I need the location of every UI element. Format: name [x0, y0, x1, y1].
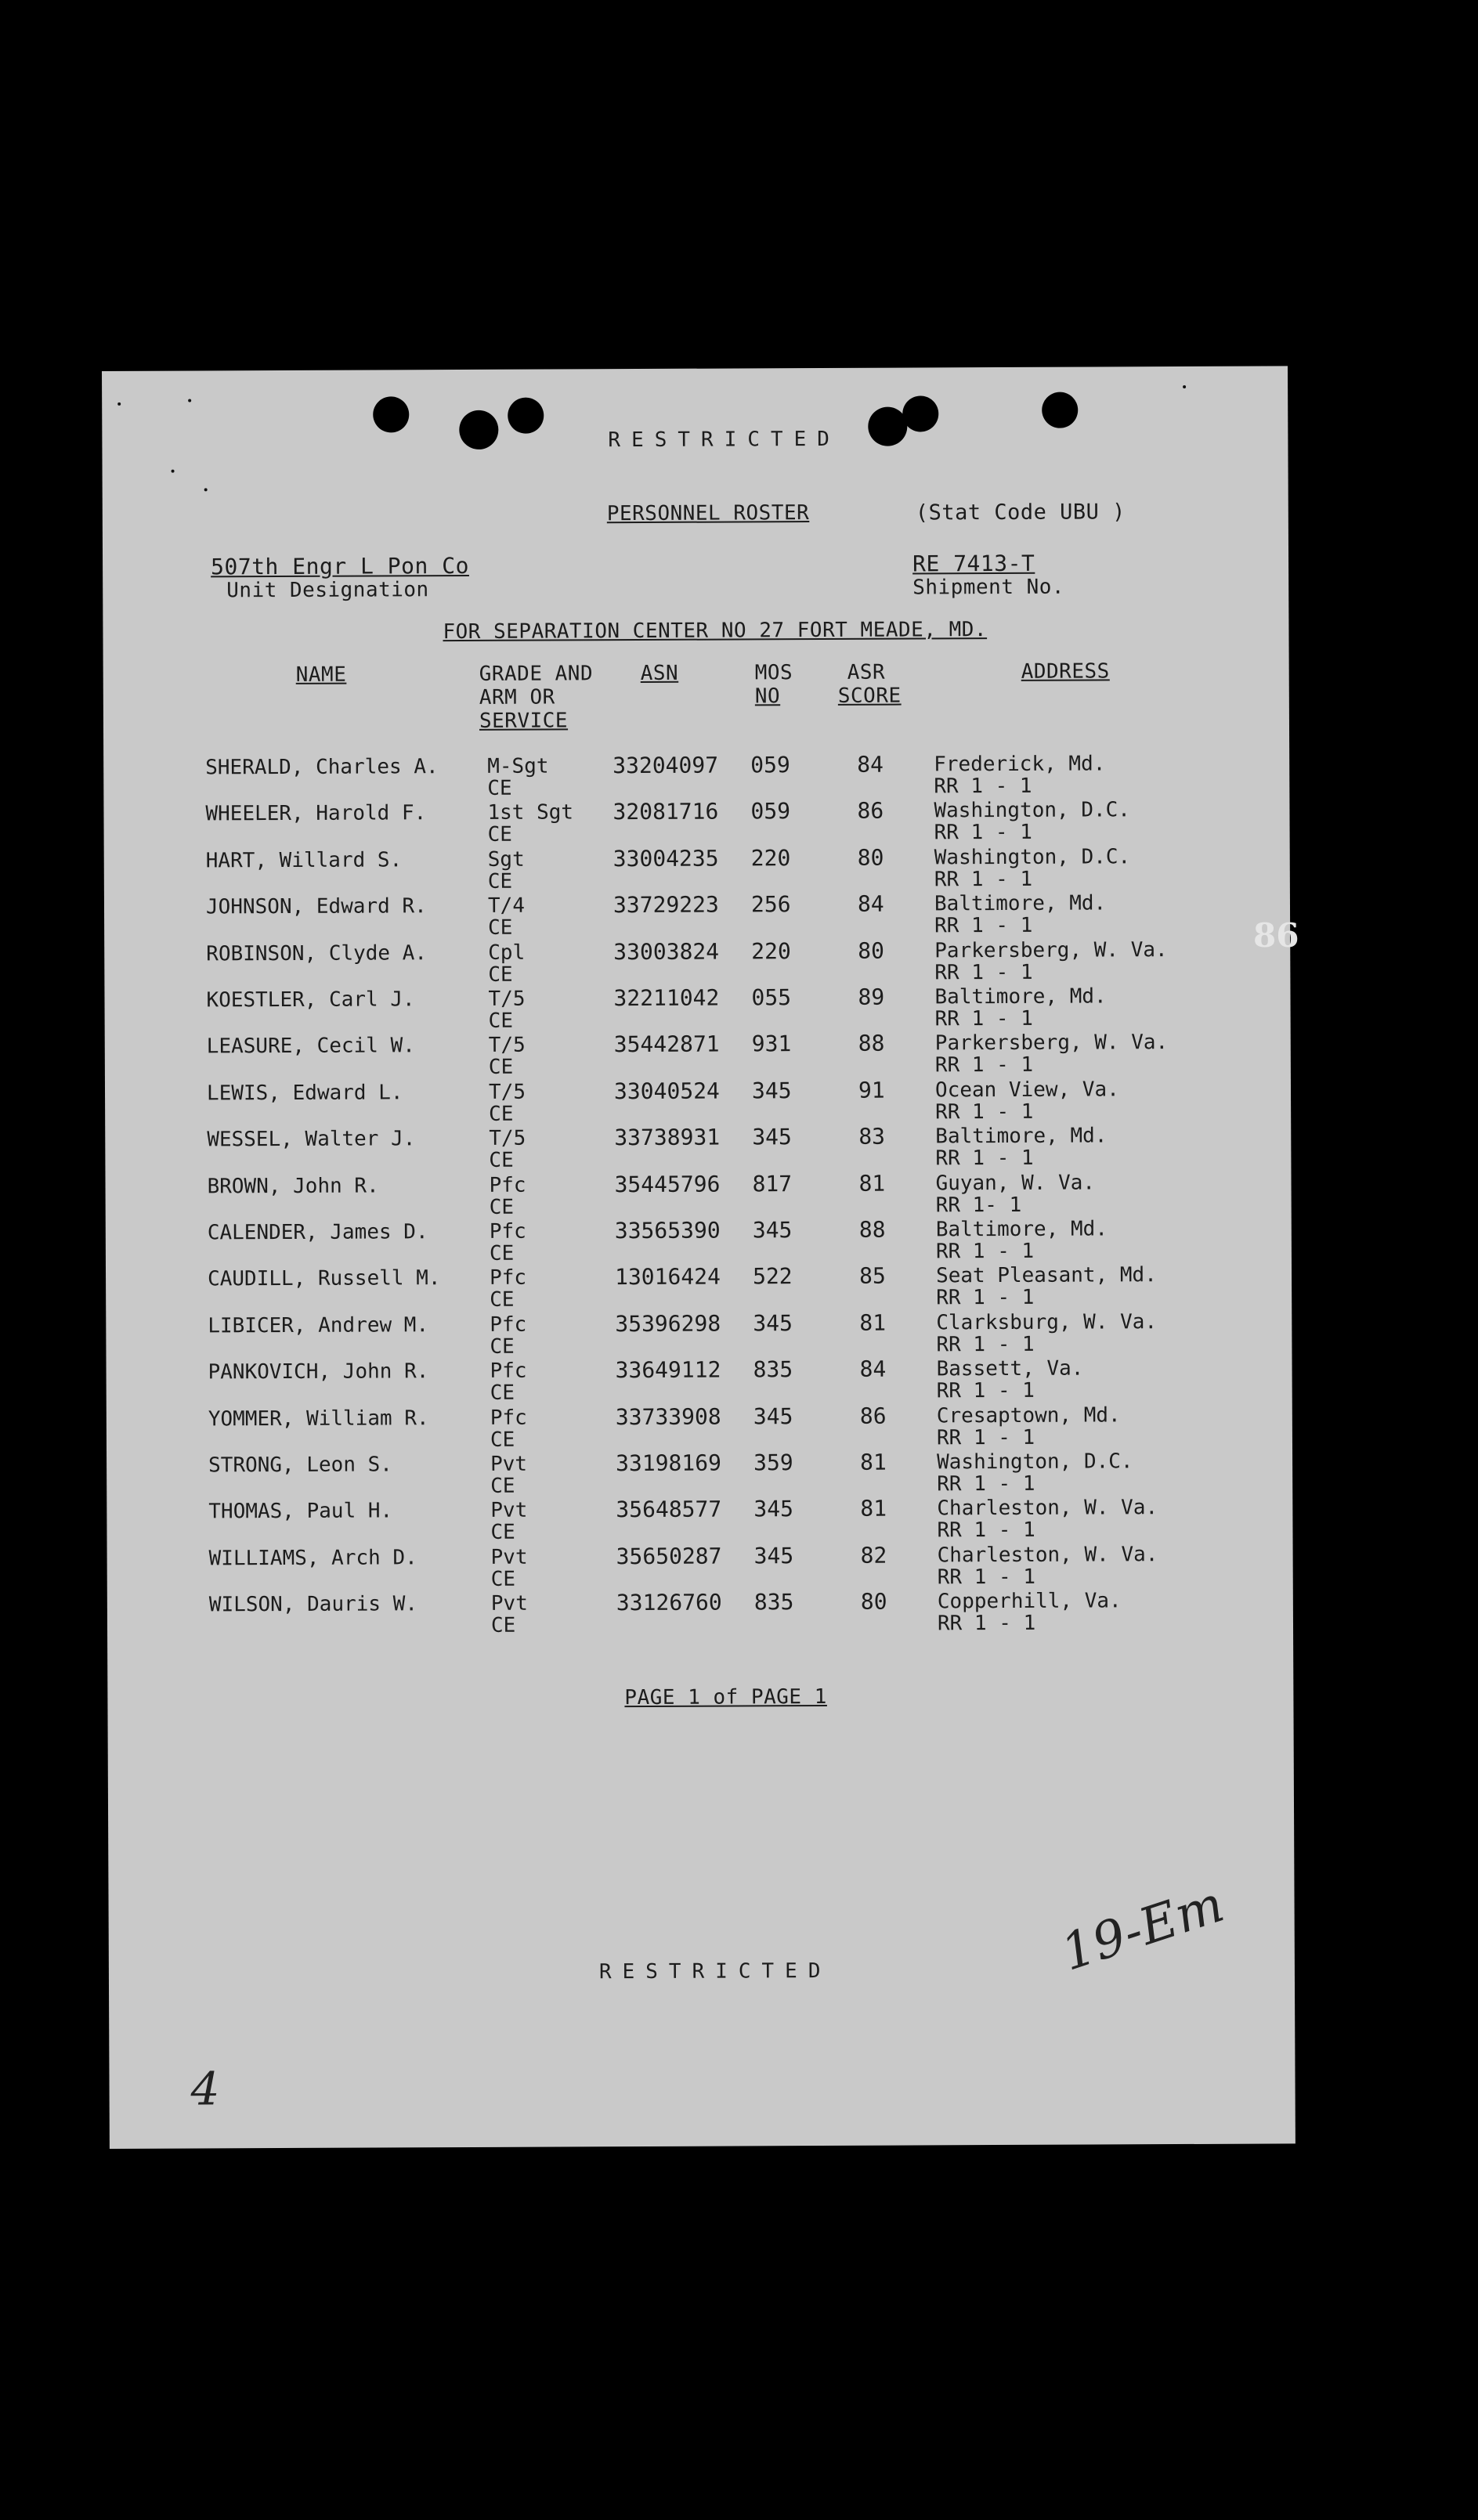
roster-name: YOMMER, William R. — [208, 1406, 429, 1431]
roster-score: 80 — [860, 1588, 887, 1615]
roster-rr: RR 1 - 1 — [934, 960, 1033, 984]
roster-name: STRONG, Leon S. — [208, 1453, 392, 1478]
roster-asn: 35648577 — [616, 1496, 722, 1523]
roster-asn: 35442871 — [613, 1031, 720, 1058]
stat-code: (Stat Code UBU ) — [915, 500, 1126, 525]
column-header-address: ADDRESS — [1021, 659, 1110, 684]
roster-asn: 33004235 — [613, 845, 719, 872]
roster-asn: 33126760 — [616, 1589, 722, 1616]
punch-hole — [868, 407, 907, 446]
roster-score: 91 — [858, 1077, 885, 1103]
roster-arm: CE — [490, 1613, 516, 1638]
roster-asn: 13016424 — [614, 1263, 721, 1291]
roster-score: 86 — [859, 1403, 887, 1429]
column-header-asr: ASR — [847, 660, 886, 684]
roster-address: Baltimore, Md. — [935, 1217, 1108, 1242]
roster-arm: CE — [488, 962, 513, 987]
roster-arm: CE — [488, 1056, 514, 1080]
roster-rr: RR 1 - 1 — [934, 914, 1033, 938]
roster-mos: 345 — [753, 1309, 793, 1337]
roster-address: Seat Pleasant, Md. — [935, 1263, 1157, 1288]
roster-rr: RR 1- 1 — [935, 1193, 1022, 1217]
roster-grade: Cpl — [488, 940, 526, 965]
roster-score: 86 — [857, 798, 884, 825]
roster-arm: CE — [489, 1241, 515, 1265]
column-header-grade: ARM OR — [479, 685, 555, 709]
roster-rr: RR 1 - 1 — [934, 1053, 1034, 1078]
roster-mos: 817 — [752, 1170, 793, 1197]
roster-asn: 33204097 — [613, 752, 719, 779]
roster-asn: 35396298 — [615, 1310, 721, 1337]
roster-rr: RR 1 - 1 — [935, 1146, 1034, 1171]
roster-name: CALENDER, James D. — [207, 1220, 428, 1245]
column-header-asr: SCORE — [837, 684, 902, 708]
roster-grade: M-Sgt — [487, 754, 549, 778]
roster-score: 88 — [858, 1216, 886, 1243]
column-header-mos: MOS — [754, 661, 793, 685]
roster-grade: T/5 — [488, 987, 526, 1011]
roster-grade: Pfc — [490, 1359, 527, 1384]
roster-grade: T/4 — [487, 894, 526, 919]
roster-rr: RR 1 - 1 — [936, 1425, 1035, 1450]
roster-asn: 33040524 — [613, 1078, 720, 1104]
roster-grade: Pvt — [490, 1452, 528, 1476]
roster-address: Cresaptown, Md. — [936, 1403, 1121, 1428]
roster-name: WILSON, Dauris W. — [208, 1592, 418, 1617]
roster-score: 83 — [858, 1123, 886, 1150]
roster-rr: RR 1 - 1 — [935, 1239, 1035, 1264]
roster-address: Washington, D.C. — [934, 845, 1131, 870]
roster-rr: RR 1 - 1 — [935, 1099, 1034, 1125]
roster-score: 80 — [857, 844, 884, 871]
roster-rr: RR 1 - 1 — [936, 1286, 1035, 1310]
roster-mos: 345 — [753, 1496, 793, 1522]
roster-name: THOMAS, Paul H. — [208, 1499, 393, 1524]
roster-rr: RR 1 - 1 — [937, 1612, 1036, 1636]
roster-grade: Pfc — [489, 1173, 526, 1197]
roster-grade: T/5 — [488, 1034, 526, 1058]
punch-hole — [459, 410, 498, 449]
roster-arm: CE — [490, 1474, 515, 1498]
roster-grade: Pfc — [490, 1312, 527, 1337]
speck — [117, 403, 121, 406]
roster-rr: RR 1 - 1 — [934, 1006, 1033, 1031]
roster-name: SHERALD, Charles A. — [205, 755, 439, 780]
roster-grade: Sgt — [487, 847, 525, 872]
roster-arm: CE — [489, 1102, 514, 1126]
roster-mos: 345 — [752, 1124, 792, 1150]
roster-address: Charleston, W. Va. — [937, 1496, 1158, 1521]
roster-asn: 33733908 — [615, 1403, 721, 1430]
roster-address: Bassett, Va. — [936, 1356, 1084, 1381]
roster-mos: 256 — [750, 891, 791, 918]
roster-name: LEWIS, Edward L. — [206, 1081, 403, 1106]
roster-rr: RR 1 - 1 — [937, 1518, 1035, 1543]
roster-name: ROBINSON, Clyde A. — [206, 940, 428, 966]
roster-mos: 055 — [751, 984, 792, 1011]
roster-arm: CE — [488, 1009, 514, 1033]
column-header-mos: NO — [754, 684, 781, 709]
shipment-number-label: Shipment No. — [912, 575, 1065, 600]
roster-asn: 35445796 — [614, 1171, 721, 1197]
roster-address: Charleston, W. Va. — [937, 1542, 1158, 1568]
roster-score: 81 — [858, 1170, 886, 1197]
roster-rr: RR 1 - 1 — [937, 1471, 1035, 1496]
roster-asn: 32211042 — [613, 984, 720, 1012]
roster-arm: CE — [490, 1567, 516, 1591]
roster-name: JOHNSON, Edward R. — [205, 894, 427, 919]
roster-arm: CE — [490, 1428, 515, 1452]
roster-score: 84 — [857, 751, 884, 778]
roster-mos: 345 — [753, 1542, 794, 1569]
roster-mos: 059 — [750, 752, 790, 778]
roster-grade: Pfc — [489, 1266, 527, 1291]
roster-asn: 33729223 — [613, 891, 719, 919]
speck — [172, 470, 175, 473]
roster-address: Washington, D.C. — [937, 1450, 1133, 1475]
roster-arm: CE — [487, 869, 513, 894]
roster-grade: T/5 — [489, 1126, 526, 1151]
roster-address: Copperhill, Va. — [937, 1589, 1122, 1614]
roster-name: BROWN, John R. — [207, 1174, 379, 1199]
roster-name: LIBICER, Andrew M. — [208, 1312, 429, 1338]
roster-name: HART, Willard S. — [205, 848, 403, 873]
unit-designation-label: Unit Designation — [226, 578, 429, 603]
roster-arm: CE — [487, 823, 512, 847]
roster-grade: Pfc — [490, 1406, 527, 1430]
roster-mos: 345 — [752, 1217, 793, 1244]
roster-arm: CE — [490, 1521, 515, 1545]
roster-grade: Pfc — [489, 1219, 526, 1244]
speck — [1183, 385, 1186, 388]
roster-mos: 522 — [752, 1263, 793, 1290]
column-header-name: NAME — [295, 662, 347, 687]
roster-name: KOESTLER, Carl J. — [206, 987, 415, 1013]
roster-grade: Pvt — [490, 1499, 528, 1523]
roster-address: Baltimore, Md. — [935, 1124, 1108, 1149]
column-header-grade: SERVICE — [479, 709, 569, 733]
speck — [204, 488, 208, 491]
roster-grade: Pvt — [490, 1591, 528, 1616]
roster-address: Parkersberg, W. Va. — [934, 937, 1168, 962]
roster-mos: 345 — [751, 1077, 792, 1104]
roster-mos: 220 — [750, 844, 791, 872]
roster-rr: RR 1 - 1 — [934, 774, 1032, 799]
roster-score: 82 — [860, 1542, 887, 1569]
page-indicator: PAGE 1 of PAGE 1 — [624, 1684, 827, 1710]
roster-arm: CE — [490, 1334, 515, 1359]
roster-address: Guyan, W. Va. — [935, 1171, 1096, 1195]
roster-arm: CE — [487, 776, 512, 800]
roster-grade: T/5 — [488, 1080, 526, 1104]
roster-title: PERSONNEL ROSTER — [606, 501, 810, 526]
roster-name: WHEELER, Harold F. — [205, 801, 427, 826]
handwritten-note: 19-Em — [1054, 1875, 1231, 1983]
roster-rr: RR 1 - 1 — [937, 1565, 1036, 1590]
roster-grade: 1st Sgt — [487, 800, 574, 825]
roster-asn: 32081716 — [613, 798, 719, 825]
column-header-grade: GRADE AND — [479, 662, 594, 686]
handwritten-page-number: 4 — [190, 2062, 221, 2116]
roster-mos: 835 — [753, 1589, 794, 1616]
roster-score: 88 — [858, 1031, 885, 1057]
punch-hole — [373, 396, 409, 432]
roster-rr: RR 1 - 1 — [934, 821, 1032, 845]
roster-mos: 931 — [751, 1031, 792, 1057]
roster-score: 89 — [858, 984, 885, 1010]
restricted-top: RESTRICTED — [608, 427, 841, 453]
roster-arm: CE — [488, 915, 513, 940]
roster-mos: 059 — [750, 798, 791, 825]
column-header-asn: ASN — [640, 661, 679, 686]
roster-address: Washington, D.C. — [934, 798, 1130, 823]
roster-address: Baltimore, Md. — [934, 891, 1107, 916]
roster-grade: Pvt — [490, 1545, 528, 1569]
roster-page — [102, 366, 1296, 2149]
roster-mos: 359 — [753, 1450, 793, 1476]
roster-rr: RR 1 - 1 — [936, 1379, 1035, 1403]
roster-arm: CE — [490, 1288, 515, 1312]
roster-score: 81 — [860, 1496, 887, 1522]
roster-asn: 33565390 — [614, 1217, 721, 1244]
roster-score: 84 — [857, 890, 884, 917]
roster-asn: 35650287 — [616, 1543, 722, 1569]
punch-hole — [1042, 392, 1078, 428]
punch-hole — [508, 398, 544, 434]
roster-address: Parkersberg, W. Va. — [934, 1031, 1169, 1056]
roster-mos: 345 — [753, 1403, 793, 1429]
restricted-bottom: RESTRICTED — [598, 1959, 832, 1984]
margin-number: 86 — [1253, 916, 1299, 955]
roster-address: Clarksburg, W. Va. — [936, 1309, 1158, 1335]
shipment-number-value: RE 7413-T — [912, 550, 1035, 577]
roster-score: 80 — [858, 937, 885, 964]
roster-mos: 220 — [751, 937, 791, 964]
roster-asn: 33198169 — [616, 1450, 722, 1477]
roster-address: Ocean View, Va. — [934, 1078, 1119, 1103]
separation-center: FOR SEPARATION CENTER NO 27 FORT MEADE, MD. — [443, 618, 988, 644]
roster-name: WILLIAMS, Arch D. — [208, 1546, 417, 1571]
roster-score: 81 — [859, 1309, 887, 1336]
roster-name: CAUDILL, Russell M. — [207, 1266, 441, 1291]
roster-score: 81 — [860, 1449, 887, 1475]
speck — [188, 399, 191, 403]
roster-score: 84 — [859, 1356, 887, 1382]
roster-rr: RR 1 - 1 — [936, 1332, 1035, 1357]
roster-arm: CE — [489, 1195, 515, 1219]
roster-asn: 33003824 — [613, 938, 720, 965]
roster-name: LEASURE, Cecil W. — [206, 1034, 415, 1059]
roster-arm: CE — [489, 1148, 514, 1173]
roster-arm: CE — [490, 1381, 515, 1406]
roster-address: Baltimore, Md. — [934, 984, 1107, 1009]
punch-hole — [902, 395, 938, 431]
unit-designation-value: 507th Engr L Pon Co — [211, 552, 469, 580]
roster-name: WESSEL, Walter J. — [207, 1127, 416, 1152]
roster-rr: RR 1 - 1 — [934, 867, 1033, 892]
roster-asn: 33649112 — [615, 1356, 721, 1384]
roster-score: 85 — [858, 1263, 886, 1290]
roster-address: Frederick, Md. — [934, 752, 1106, 777]
roster-mos: 835 — [753, 1356, 793, 1383]
roster-asn: 33738931 — [614, 1124, 721, 1151]
roster-name: PANKOVICH, John R. — [208, 1359, 429, 1385]
